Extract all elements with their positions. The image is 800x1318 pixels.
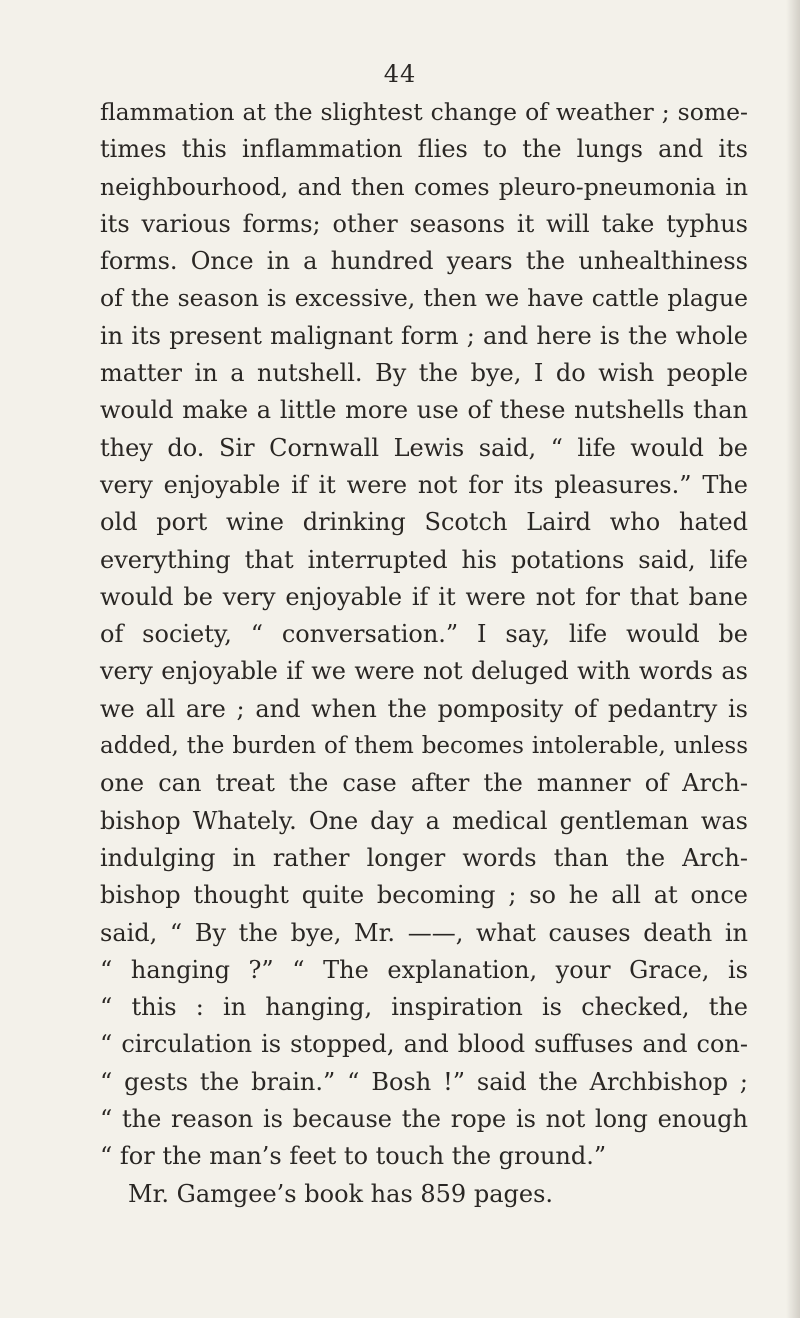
text-line: bishop Whately. One day a medical gentleman was <box>100 806 748 835</box>
text-line: in its present malignant form ; and here is the whole <box>100 321 748 350</box>
text-line: “ hanging ?” “ The explanation, your Grace, is <box>100 955 748 984</box>
text-line: “ the reason is because the rope is not long enough <box>100 1105 748 1134</box>
text-line: one can treat the case after the manner of Arch- <box>100 769 748 798</box>
text-line: “ this : in hanging, inspiration is checked, the <box>100 993 748 1022</box>
text-line: “ for the man’s feet to touch the ground.” <box>100 1142 607 1171</box>
text-line: neighbourhood, and then comes pleuro-pneumonia in <box>100 172 748 201</box>
text-line: old port wine drinking Scotch Laird who hated <box>100 508 748 537</box>
text-line: said, “ By the bye, Mr. ——, what causes death in <box>100 918 748 947</box>
text-line: “ gests the brain.” “ Bosh !” said the Archbishop ; <box>100 1067 748 1096</box>
text-line: indulging in rather longer words than the Arch- <box>100 843 748 872</box>
text-line: very enjoyable if we were not deluged with words as <box>100 657 748 686</box>
text-line: of the season is excessive, then we have cattle plague <box>100 284 748 313</box>
text-line: times this inflammation flies to the lungs and its <box>100 135 748 164</box>
page-edge-shadow <box>786 0 800 1318</box>
text-line: its various forms; other seasons it will take typhus <box>100 209 748 238</box>
text-line: Mr. Gamgee’s book has 859 pages. <box>128 1179 554 1208</box>
text-line: we all are ; and when the pomposity of pedantry is <box>100 694 748 723</box>
text-line: added, the burden of them becomes intolerable, unless <box>100 733 748 760</box>
page-number: 44 <box>383 60 417 88</box>
text-line: would be very enjoyable if it were not for that bane <box>100 582 748 611</box>
text-line: matter in a nutshell. By the bye, I do wish people <box>100 359 748 388</box>
text-line: forms. Once in a hundred years the unhealthiness <box>100 247 748 276</box>
text-line: they do. Sir Cornwall Lewis said, “ life would be <box>100 433 748 462</box>
text-line: of society, “ conversation.” I say, life would be <box>100 620 748 649</box>
text-line: bishop thought quite becoming ; so he all at once <box>100 881 748 910</box>
body-text <box>100 94 748 1213</box>
text-line: flammation at the slightest change of weather ; some- <box>100 98 748 126</box>
text-line: very enjoyable if it were not for its pleasures.” The <box>100 470 748 499</box>
text-line: everything that interrupted his potations said, life <box>100 545 748 574</box>
text-line: would make a little more use of these nutshells than <box>100 396 748 425</box>
text-line: “ circulation is stopped, and blood suffuses and con- <box>100 1030 748 1059</box>
